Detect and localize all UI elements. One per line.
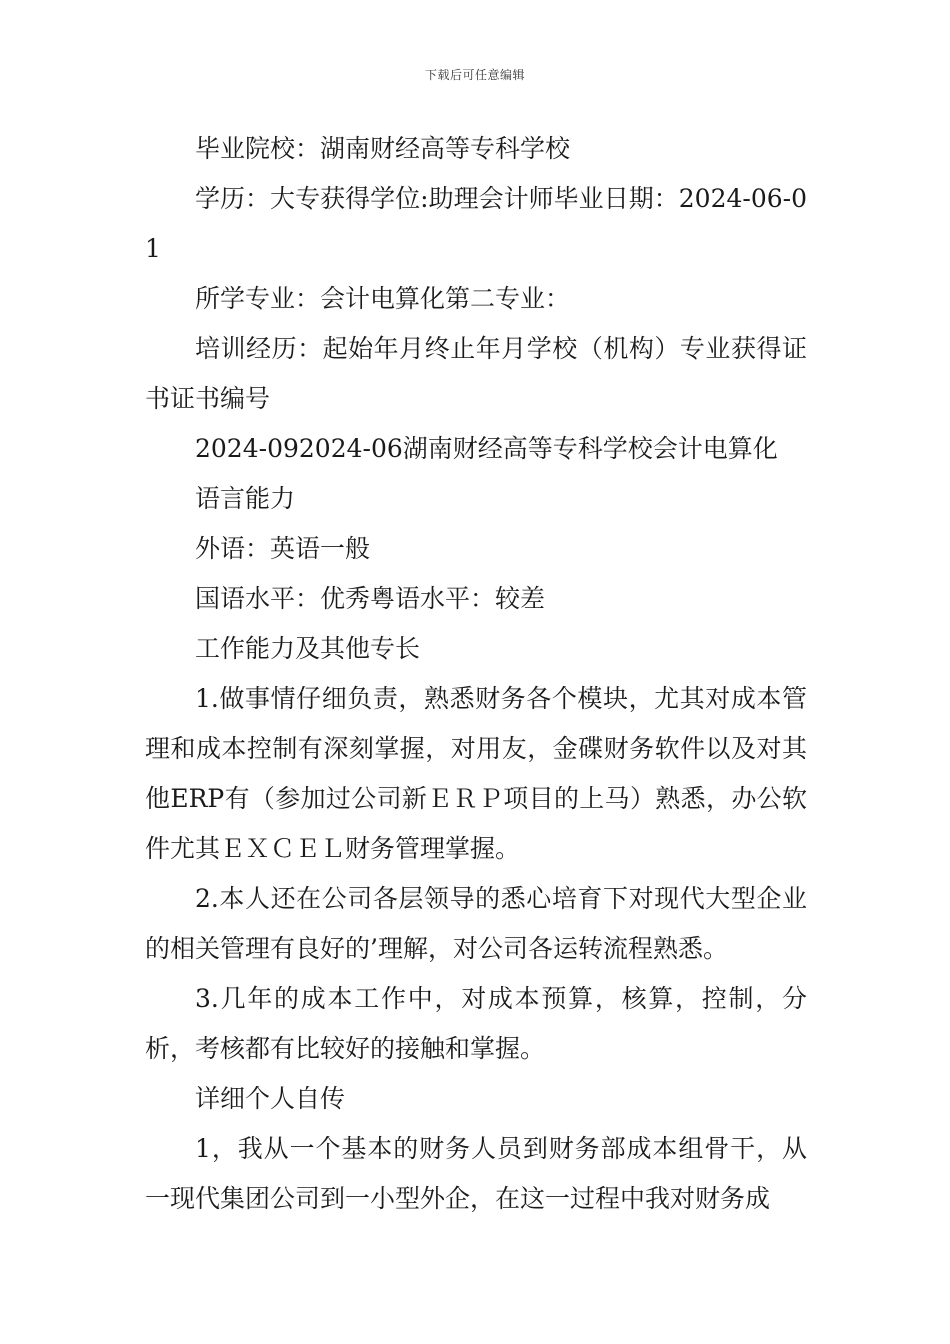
paragraph-school: 毕业院校：湖南财经高等专科学校: [195, 134, 571, 163]
section-title-language: 语言能力: [195, 484, 296, 513]
page-header-note: 下载后可任意编辑: [424, 68, 525, 82]
section-title-skills: 工作能力及其他专长: [195, 634, 421, 663]
paragraph-training-entry: 2024-092024-06湖南财经高等专科学校会计电算化: [195, 434, 778, 463]
paragraph-foreign-language: 外语：英语一般: [195, 534, 371, 563]
paragraph-major: 所学专业：会计电算化第二专业：: [195, 284, 571, 313]
paragraph-skill-1: 1.做事情仔细负责，熟悉财务各个模块，尤其对成本管理和成本控制有深刻掌握，对用友，金碟财务软件以及对其他ERP有（参加过公司新ＥＲＰ项目的上马）熟悉，办公软件尤其ＥＸＣＥＬ财务管理掌握。: [145, 684, 807, 863]
paragraph-skill-3: 3.几年的成本工作中，对成本预算，核算，控制，分析，考核都有比较好的接触和掌握。: [145, 984, 807, 1063]
paragraph-education: 学历：大专获得学位:助理会计师毕业日期：2024-06-01: [145, 184, 807, 263]
paragraph-training-header: 培训经历：起始年月终止年月学校（机构）专业获得证书证书编号: [145, 334, 807, 413]
document-body: [145, 124, 807, 1224]
paragraph-autobiography-1: 1，我从一个基本的财务人员到财务部成本组骨干，从一现代集团公司到一小型外企，在这一过程中我对财务成: [145, 1134, 807, 1213]
paragraph-skill-2: 2.本人还在公司各层领导的悉心培育下对现代大型企业的相关管理有良好的’理解，对公司各运转流程熟悉。: [145, 884, 807, 963]
section-title-autobiography: 详细个人自传: [195, 1084, 346, 1113]
paragraph-mandarin-cantonese: 国语水平：优秀粤语水平：较差: [195, 584, 546, 613]
